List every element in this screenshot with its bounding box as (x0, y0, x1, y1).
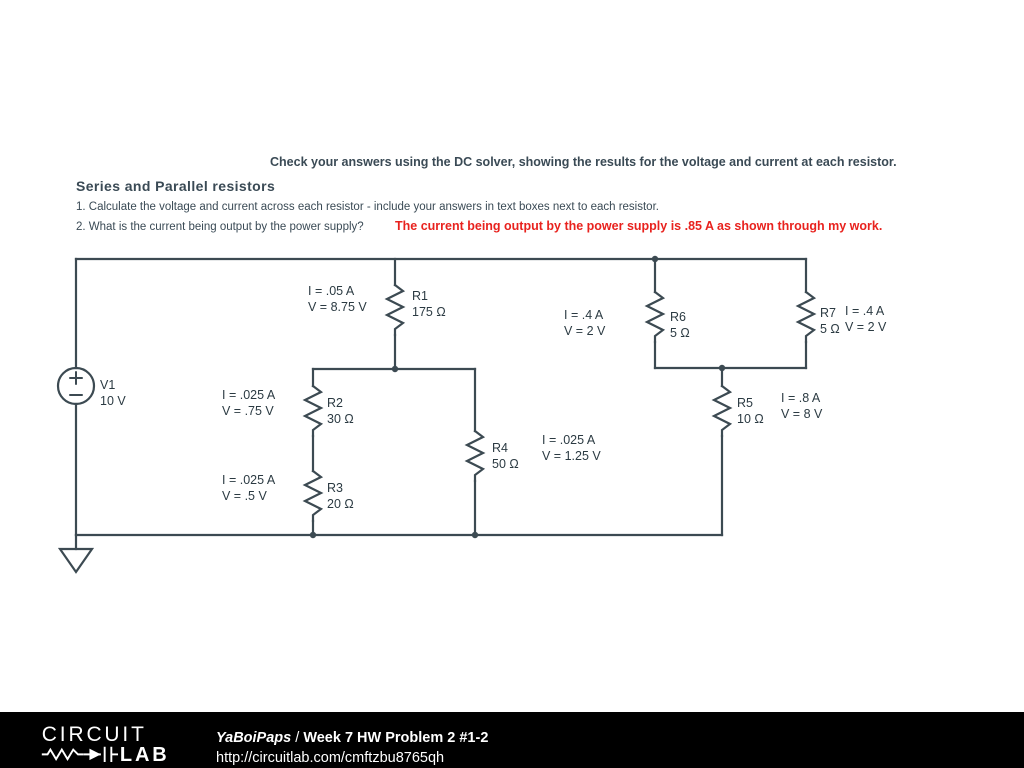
r2-current: I = .025 A (222, 388, 276, 402)
r1-resistance: 175 Ω (412, 305, 446, 319)
resistor-symbol-r7 (798, 292, 814, 342)
v1-name: V1 (100, 378, 116, 392)
r7-voltage: V = 2 V (845, 320, 887, 334)
r5-current: I = .8 A (781, 391, 821, 405)
logo-resistor-icon (42, 750, 84, 760)
r5-voltage: V = 8 V (781, 407, 823, 421)
measurement-r1 (308, 283, 367, 315)
r2-resistance: 30 Ω (327, 412, 354, 426)
instruction-check-note: Check your answers using the DC solver, showing the results for the voltage and current at each resistor. (270, 155, 897, 169)
label-v1 (100, 377, 126, 409)
footer-project-title: Week 7 HW Problem 2 #1-2 (303, 730, 489, 746)
footer-separator: / (291, 730, 304, 746)
footer-username[interactable]: YaBoiPaps (216, 730, 292, 746)
r1-current: I = .05 A (308, 284, 355, 298)
r2-name: R2 (327, 396, 343, 410)
component-r3 (327, 480, 354, 512)
resistor-symbol-r3 (305, 471, 321, 521)
measurement-r6 (564, 307, 605, 339)
junction-dot-r6-top (652, 256, 658, 262)
component-r2 (327, 395, 354, 427)
component-r1 (412, 288, 446, 320)
component-r5 (737, 395, 764, 427)
page-title: Series and Parallel resistors (76, 178, 276, 194)
measurement-r2 (222, 387, 275, 419)
r7-resistance: 5 Ω (820, 322, 840, 336)
r4-name: R4 (492, 441, 508, 455)
r6-name: R6 (670, 310, 686, 324)
junction-dot-r5-top (719, 365, 725, 371)
r5-name: R5 (737, 396, 753, 410)
measurement-r3 (222, 472, 275, 504)
measurement-r7 (845, 303, 886, 335)
measurement-r5 (781, 390, 822, 422)
question-1-text: 1. Calculate the voltage and current across each resistor - include your answers in text boxes next to each resistor. (76, 201, 659, 213)
component-r6 (670, 309, 690, 341)
r6-resistance: 5 Ω (670, 326, 690, 340)
footer-url[interactable]: http://circuitlab.com/cmftzbu8765qh (216, 750, 445, 766)
logo-play-icon (89, 749, 100, 760)
r6-voltage: V = 2 V (564, 324, 606, 338)
measurement-r4 (542, 432, 601, 464)
r3-name: R3 (327, 481, 343, 495)
r4-resistance: 50 Ω (492, 457, 519, 471)
logo-word-lab: LAB (119, 744, 170, 762)
r6-current: I = .4 A (564, 308, 604, 322)
r5-resistance: 10 Ω (737, 412, 764, 426)
r3-voltage: V = .5 V (222, 489, 267, 503)
r4-current: I = .025 A (542, 433, 596, 447)
r1-voltage: V = 8.75 V (308, 300, 367, 314)
r7-current: I = .4 A (845, 304, 885, 318)
v1-value: 10 V (100, 394, 126, 408)
r2-voltage: V = .75 V (222, 404, 274, 418)
circuitlab-logo (38, 722, 198, 762)
footer-project-line (216, 730, 488, 746)
r1-name: R1 (412, 289, 428, 303)
component-r7 (820, 305, 840, 337)
resistor-symbol-r5 (714, 386, 730, 436)
r3-current: I = .025 A (222, 473, 276, 487)
question-2-text: 2. What is the current being output by the power supply? (76, 221, 364, 233)
r7-name: R7 (820, 306, 836, 320)
ground-symbol (60, 549, 92, 572)
resistor-symbol-r1 (387, 285, 403, 335)
r3-resistance: 20 Ω (327, 497, 354, 511)
junction-dot-r4-bottom (472, 532, 478, 538)
resistor-symbol-r4 (467, 431, 483, 481)
junction-dot-r3-bottom (310, 532, 316, 538)
answer-2-text: The current being output by the power supply is .85 A as shown through my work. (395, 219, 883, 233)
resistor-symbol-r2 (305, 386, 321, 436)
resistor-symbol-r6 (647, 292, 663, 342)
logo-word-circuit: CIRCUIT (41, 723, 147, 747)
component-r4 (492, 440, 519, 472)
junction-dot-r1 (392, 366, 398, 372)
r4-voltage: V = 1.25 V (542, 449, 601, 463)
